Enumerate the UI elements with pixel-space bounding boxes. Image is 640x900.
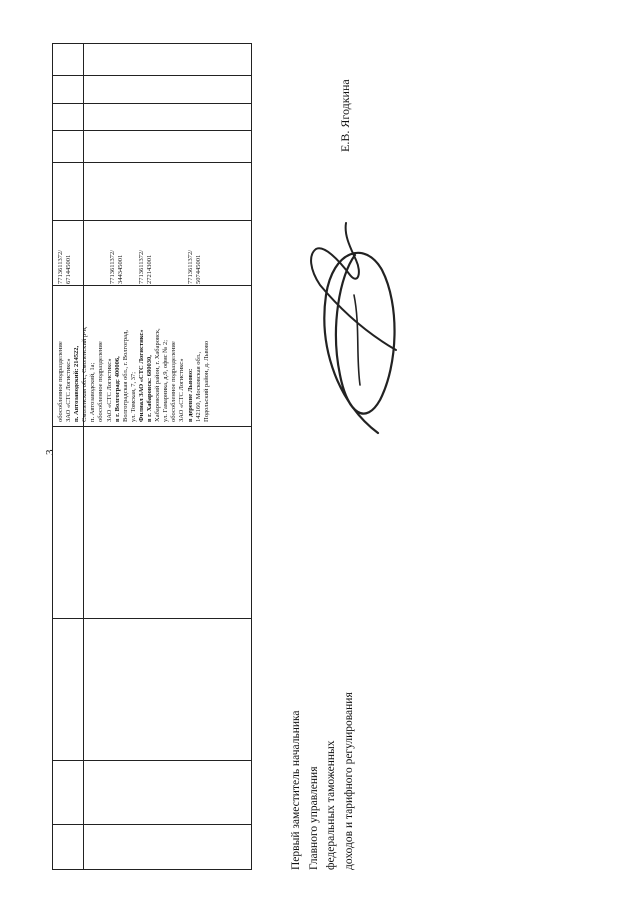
address-line: Подольский район, д. Львово <box>202 340 210 422</box>
address-line: Филиал ЗАО «СТС Логистикс» <box>137 329 145 422</box>
table-column-divider <box>53 824 251 825</box>
address-line: обособленное подразделение <box>97 341 105 422</box>
handwritten-signature <box>300 205 410 445</box>
signatory-title <box>288 590 358 870</box>
address-line: п. Автозаводский: 214522, <box>73 345 81 422</box>
address-line: ЗАО «СТС Логистикс» <box>178 358 186 422</box>
signatory-title-line: доходов и тарифного регулирования <box>342 692 355 870</box>
table-column-divider <box>53 103 251 104</box>
continuation-table <box>52 43 252 870</box>
inn-kpp-value: 7713611372/ 272143001 <box>138 249 153 284</box>
address-line: ЗАО «СТС Логистикс» <box>105 358 113 422</box>
table-column-divider <box>53 220 251 221</box>
inn-kpp-value: 7713611372/ 507445001 <box>187 249 202 284</box>
address-line: обособленное подразделение <box>57 341 64 422</box>
table-column-divider <box>53 618 251 619</box>
address-line: Хабаровский район, г. Хабаровск, <box>154 328 162 422</box>
table-column-divider <box>53 162 251 163</box>
address-line: в деревне Львово: <box>186 368 194 422</box>
address-line: ЗАО «СТС Логистикс» <box>65 358 73 422</box>
table-column-divider <box>53 426 251 427</box>
signatory-title-line: федеральных таможенных <box>325 740 337 870</box>
address-line: Смоленская обл., Смоленский р-н, <box>81 326 89 422</box>
address-line: в г. Хабаровск: 680030, <box>146 355 154 422</box>
inn-kpp-value: 7713611372/ 344345001 <box>109 249 124 284</box>
address-line: ул. Томская, 7, 37; <box>129 371 137 422</box>
address-line: п. Автозаводский, 1а; <box>89 362 97 422</box>
table-column-divider <box>53 130 251 131</box>
table-row-divider <box>83 44 84 869</box>
address-line: 142160, Московская обл., <box>194 351 202 422</box>
address-line: в г. Волгоград: 400006, <box>113 356 121 422</box>
table-column-divider <box>53 75 251 76</box>
signatory-title-line: Первый заместитель начальника <box>290 710 302 870</box>
table-column-divider <box>53 760 251 761</box>
page-number: 3 <box>44 449 56 455</box>
address-line: обособленное подразделение <box>170 341 178 422</box>
table-column-divider <box>53 285 251 286</box>
address-line: ул. Гамарника, д.9, офис № 2; <box>162 339 170 422</box>
inn-kpp-value: 7713611372/ 671445001 <box>57 249 72 284</box>
signer-name: Е.В. Ягодкина <box>338 79 352 152</box>
table-cell-addresses <box>57 287 211 422</box>
signatory-title-line: Главного управления <box>307 766 320 870</box>
address-line: Волгоградская обл., г. Волгоград, <box>121 330 129 422</box>
